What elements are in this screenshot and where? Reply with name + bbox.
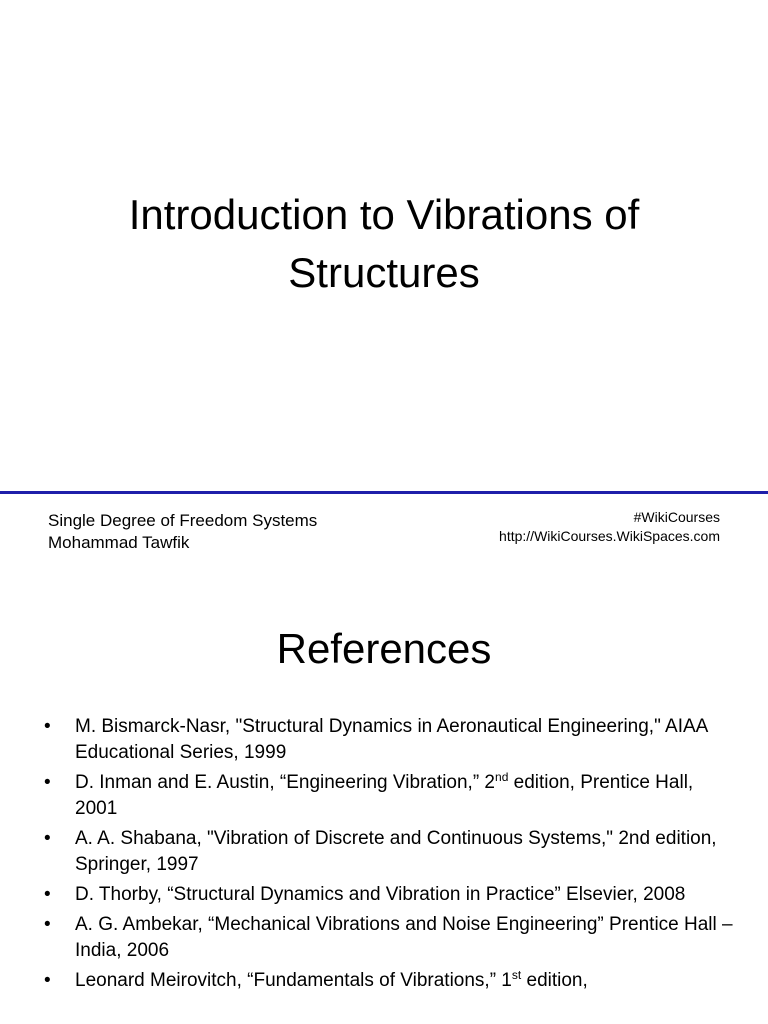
title-line-2: Structures <box>288 249 480 296</box>
footer-url[interactable]: http://WikiCourses.WikiSpaces.com <box>499 528 720 544</box>
bullet-icon: • <box>44 716 51 737</box>
reference-text: A. G. Ambekar, “Mechanical Vibrations and Noise Engineering” Prentice Hall – India, 2006 <box>75 914 733 961</box>
slide-title <box>40 186 728 302</box>
reference-text-continued: edition, <box>521 970 588 991</box>
reference-item <box>44 912 738 964</box>
footer-tag: #WikiCourses <box>633 509 720 525</box>
reference-text: M. Bismarck-Nasr, "Structural Dynamics in Aeronautical Engineering," AIAA Educational Series, 1999 <box>75 716 708 763</box>
reference-text: D. Thorby, “Structural Dynamics and Vibration in Practice” Elsevier, 2008 <box>75 884 686 905</box>
reference-text: Leonard Meirovitch, “Fundamentals of Vibrations,” 1 <box>75 970 512 991</box>
footer-left <box>48 510 317 554</box>
reference-text: A. A. Shabana, "Vibration of Discrete and Continuous Systems," 2nd edition, Springer, 1997 <box>75 828 717 875</box>
reference-item <box>44 826 738 878</box>
bullet-icon: • <box>44 772 51 793</box>
bullet-icon: • <box>44 970 51 991</box>
references-title: References <box>276 625 492 672</box>
bullet-icon: • <box>44 884 51 905</box>
reference-item <box>44 770 738 822</box>
reference-text-continued: edition, Prentice Hall, 2001 <box>75 772 694 819</box>
references-slide <box>0 576 768 1024</box>
bullet-icon: • <box>44 828 51 849</box>
footer-right <box>499 508 720 546</box>
reference-item <box>44 968 738 994</box>
footer-divider <box>0 491 768 494</box>
reference-text: D. Inman and E. Austin, “Engineering Vibration,” 2 <box>75 772 496 793</box>
bullet-icon: • <box>44 914 51 935</box>
reference-item <box>44 882 738 908</box>
footer-topic: Single Degree of Freedom Systems <box>48 511 318 530</box>
reference-item <box>44 714 738 766</box>
ordinal-suffix: nd <box>495 770 509 784</box>
reference-list <box>44 714 738 998</box>
footer-author: Mohammad Tawfik <box>48 533 190 552</box>
title-line-1: Introduction to Vibrations of <box>128 191 640 238</box>
ordinal-suffix: st <box>511 968 522 982</box>
